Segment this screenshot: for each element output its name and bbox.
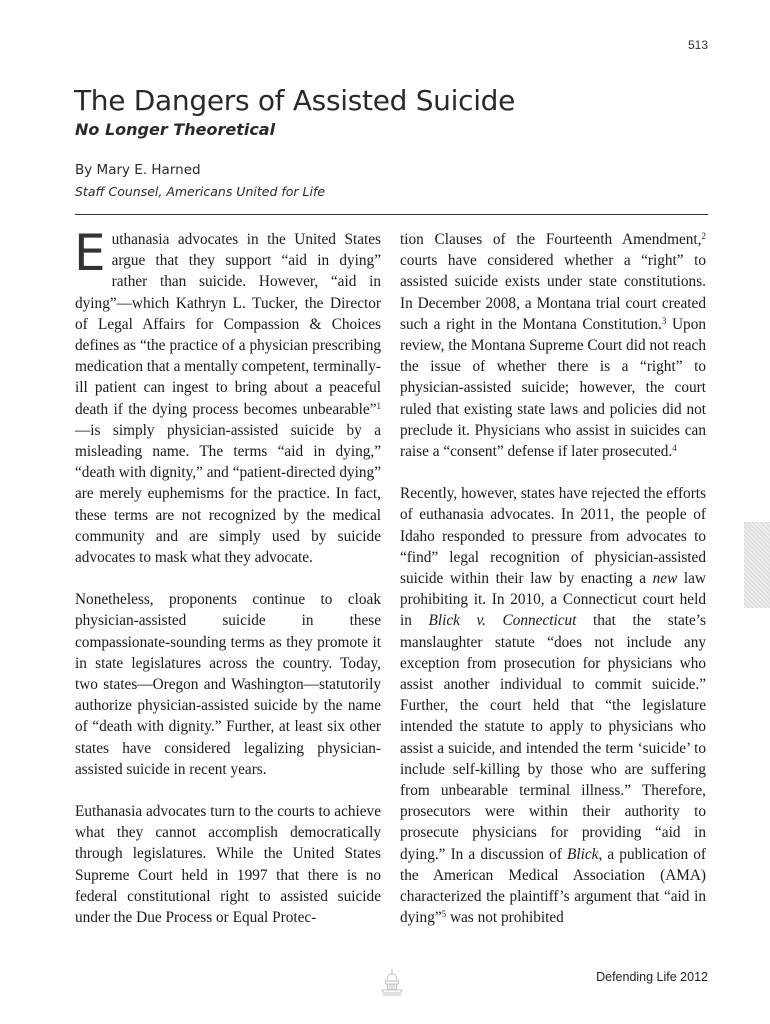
emphasis-new: new <box>652 570 678 588</box>
footnote-ref-5[interactable]: 5 <box>441 909 447 920</box>
footnote-ref-3[interactable]: 3 <box>661 315 667 326</box>
section-tab <box>744 522 770 608</box>
paragraph-5-text-e: was not prohibited <box>446 909 564 927</box>
header-divider <box>75 214 708 215</box>
paragraph-3: Euthanasia advocates turn to the courts to achieve what they cannot accomplish democratically through legislatures. While the United States Supreme Court held in 1997 that there is no federal constitutional right to assisted suicide under the Due Process or Equal Protec- <box>75 803 381 927</box>
capitol-dome-icon <box>380 968 404 998</box>
paragraph-1-text-a: uthanasia advocates in the United States argue that they support “aid in dying” rather than suicide. However, “aid in dying”—which Kathryn L. Tucker, the Director of Legal Affairs for Compassion & Choices defines as “the practice of a physician prescribing medication that a mentally competent, terminally-ill patient can ingest to bring about a peaceful death if the dying process becomes unbearable” <box>75 231 381 418</box>
paragraph-5-text-c: that the state’s manslaughter statute “does not include any exception from prosecution for physicians who assist another individual to commit suicide.” Further, the court held that “the legislature intended the statute to apply to physicians who assist a suicide, and intended the term ‘suicide’ to include self-killing by those who are suffering from unbearable terminal illness.” Therefore, prosecutors were within their authority to prosecute physicians for providing “aid in dying.” In a discussion of <box>400 612 706 863</box>
paragraph-4 <box>400 229 706 462</box>
author-byline: By Mary E. Harned <box>75 162 201 178</box>
case-name: Blick v. Connecticut <box>428 612 577 630</box>
author-affiliation: Staff Counsel, Americans United for Life <box>75 184 326 199</box>
paragraph-4-text-b: courts have considered whether a “right” to assisted suicide exists under state constitutions. In December 2008, a Montana trial court created such a right in the Montana Constitution. <box>400 252 706 333</box>
paragraph-4-text-c: Upon review, the Montana Supreme Court did not reach the issue of whether there is a “right” to physician-assisted suicide; however, the court ruled that existing state laws and policies did not preclude it. Physicians who assist in suicides can raise a “consent” defense if later prosecuted. <box>400 315 706 461</box>
page-number: 513 <box>687 38 708 52</box>
case-short-name: Blick <box>567 845 599 863</box>
paragraph-2: Nonetheless, proponents continue to cloak physician-assisted suicide in these compassionate-sounding terms as they promote it in state legislatures across the country. Today, two states—Oregon and Washington—statutorily authorize physician-assisted suicide by the name of “death with dignity.” Further, at least six other states have considered legalizing physician-assisted suicide in recent years. <box>75 591 381 778</box>
article-subtitle: No Longer Theoretical <box>75 120 276 139</box>
paragraph-5-text-a: Recently, however, states have rejected the efforts of euthanasia advocates. In 2011, the people of Idaho responded to pressure from advocates to “find” legal recognition of physician-assisted suicide within their law by enacting a <box>400 485 706 588</box>
paragraph-5-text-b: law prohibiting it. In 2010, a Connecticut court held in <box>400 570 706 630</box>
paragraph-5-text-d: , a publication of the American Medical Association (AMA) characterized the plaintiff’s argument that “aid in dying” <box>400 845 706 927</box>
paragraph-4-text-a: tion Clauses of the Fourteenth Amendment, <box>400 231 702 248</box>
left-column <box>74 224 381 928</box>
paragraph-1-text-b: —is simply physician-assisted suicide by a misleading name. The terms “aid in dying,” “death with dignity,” and “patient-directed dying” are merely euphemisms for the practice. In fact, these terms are not recognized by the medical community and are simply used by suicide advocates to mask what they advocate. <box>75 421 381 567</box>
paragraph-1 <box>74 224 381 568</box>
footnote-ref-1[interactable]: 1 <box>376 400 381 411</box>
footnote-ref-2[interactable]: 2 <box>701 231 706 241</box>
drop-cap: E <box>74 224 106 282</box>
footnote-ref-4[interactable]: 4 <box>672 443 677 454</box>
paragraph-5 <box>400 483 706 928</box>
article-title: The Dangers of Assisted Suicide <box>74 84 516 117</box>
publication-footer: Defending Life 2012 <box>596 970 708 984</box>
right-column <box>400 229 706 929</box>
